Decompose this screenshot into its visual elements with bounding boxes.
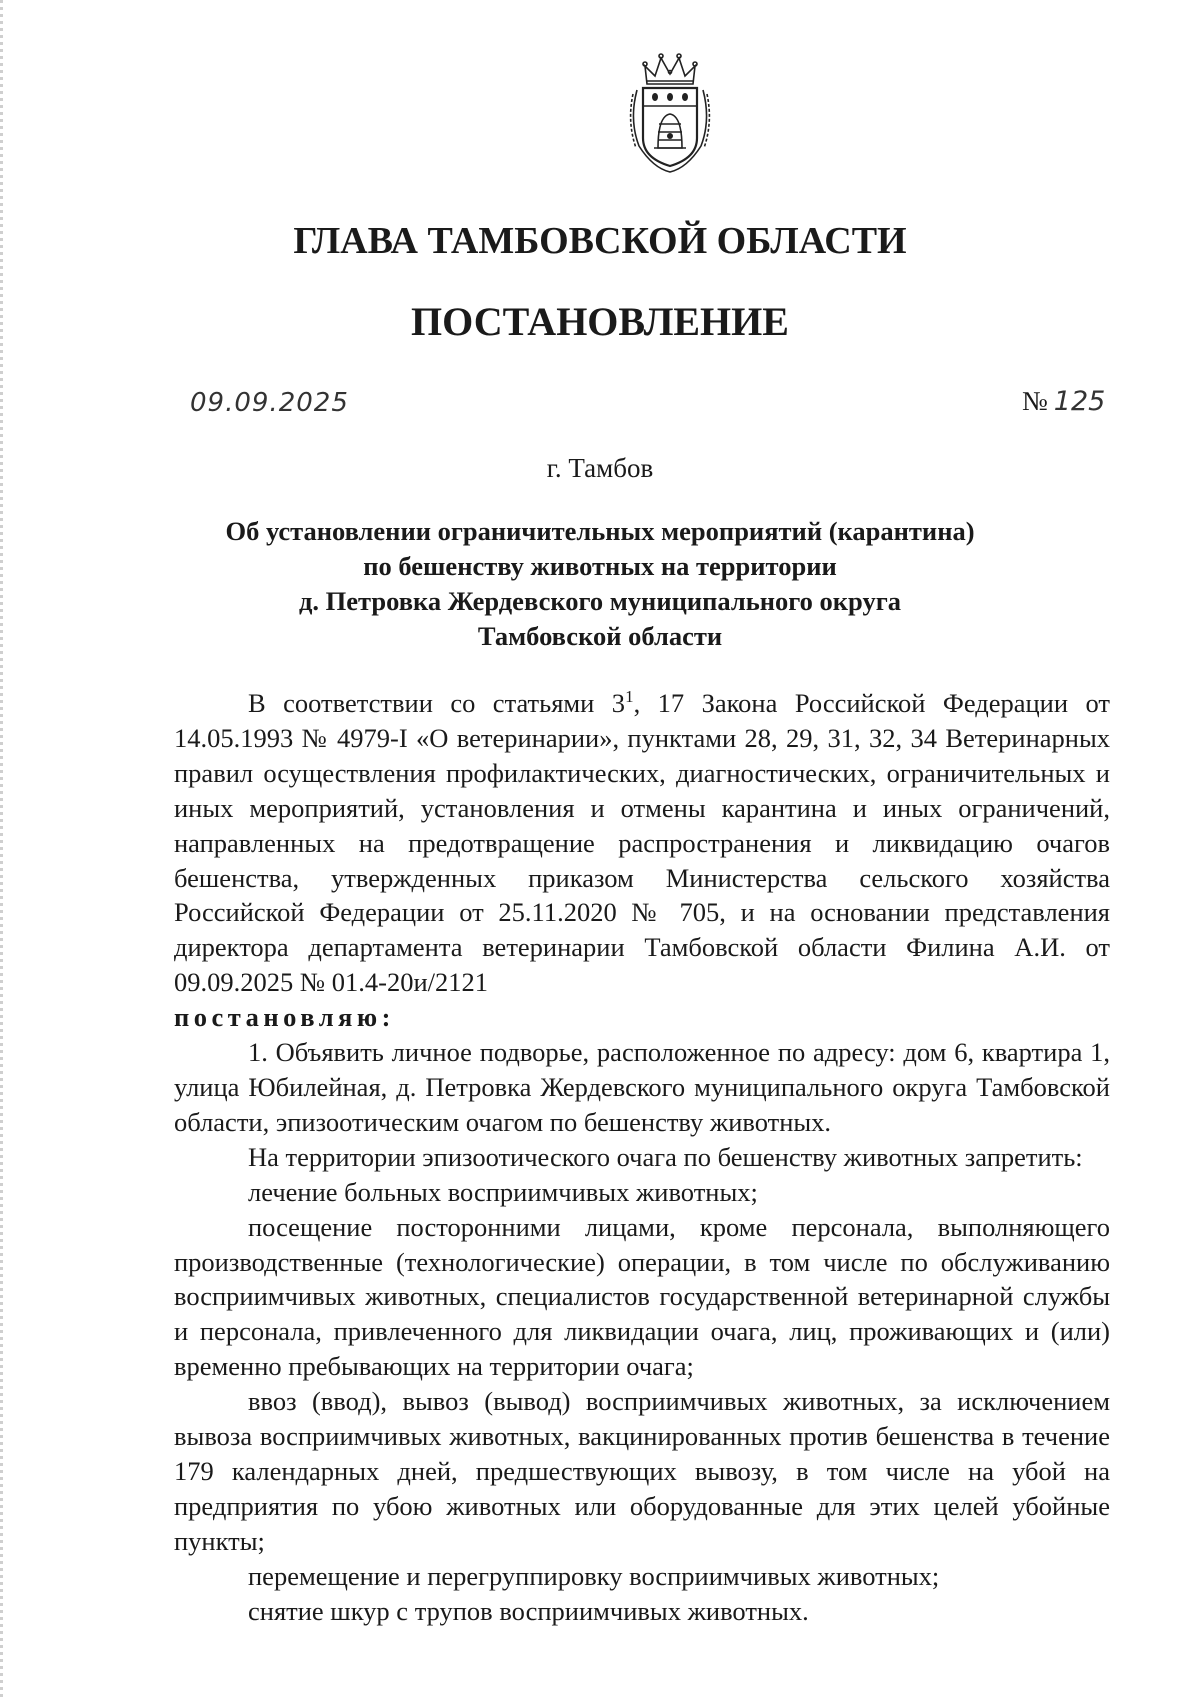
title-line: Тамбовской области xyxy=(477,621,723,651)
article-superscript: 1 xyxy=(625,687,634,707)
title-line: д. Петровка Жердевского муниципального округа xyxy=(299,586,901,616)
title-line: Об установлении ограничительных мероприятий (карантина) xyxy=(225,516,975,546)
issuing-authority: ГЛАВА ТАМБОВСКОЙ ОБЛАСТИ xyxy=(293,220,907,262)
decree-word: постановляю: xyxy=(174,1002,395,1033)
prohibitions-intro: На территории эпизоотического очага по бешенству животных запретить: xyxy=(248,1141,1083,1172)
document-type: ПОСТАНОВЛЕНИЕ xyxy=(411,299,789,344)
issue-city: г. Тамбов xyxy=(546,453,654,483)
document-title xyxy=(180,514,1020,654)
clause-1-paragraph: 1. Объявить личное подворье, расположенное по адресу: дом 6, квартира 1, улица Юбилейная, д. Петровка Жердевского муниципального округа Тамбовской области, эпизоотическим очагом по бешенству животных. xyxy=(174,1037,1110,1137)
coat-of-arms-icon xyxy=(625,50,715,175)
preamble-text-start: В соответствии со статьями 3 xyxy=(248,688,626,718)
prohibition-item: лечение больных восприимчивых животных; xyxy=(248,1176,758,1207)
number-prefix: № xyxy=(1022,386,1048,416)
prohibition-item: снятие шкур с трупов восприимчивых животных. xyxy=(248,1595,809,1626)
title-line: по бешенству животных на территории xyxy=(363,551,837,581)
prohibition-item: ввоз (ввод), вывоз (вывод) восприимчивых животных, за исключением вывоза восприимчивых животных, вакцинированных против бешенства в течение 179 календарных дней, предшествующих вывозу, в том числе на убой на предприятия по убою животных или оборудованные для этих целей убойные пункты; xyxy=(174,1386,1110,1556)
document-body xyxy=(174,686,1110,1628)
preamble-paragraph xyxy=(174,686,1110,1000)
handwritten-number: 125 xyxy=(1053,386,1106,417)
preamble-text-rest: , 17 Закона Российской Федерации от 14.05.1993 № 4979-I «О ветеринарии», пунктами 28, 29, 31, 32, 34 Ветеринарных правил осуществления профилактических, диагностических, ограничительных и иных мероприятий, установления и отмены карантина и иных ограничений, направленных на предотвращение распространения и ликвидацию очагов бешенства, утвержденных приказом Министерства сельского хозяйства Российской Федерации от 25.11.2020 № 705, и на основании представления директора департамента ветеринарии Тамбовской области Филина А.И. от 09.09.2025 № 01.4-20и/2121 xyxy=(174,688,1110,998)
prohibition-item: перемещение и перегруппировку восприимчивых животных; xyxy=(248,1560,940,1591)
prohibition-item: посещение посторонними лицами, кроме персонала, выполняющего производственные (технологические) операции, в том числе по обслуживанию восприимчивых животных, специалистов государственной ветеринарной службы и персонала, привлеченного для ликвидации очага, лиц, проживающих и (или) временно пребывающих на территории очага; xyxy=(174,1211,1110,1382)
handwritten-date: 09.09.2025 xyxy=(190,388,349,418)
document-number xyxy=(1022,386,1105,417)
decree-word-line xyxy=(174,1000,1110,1035)
